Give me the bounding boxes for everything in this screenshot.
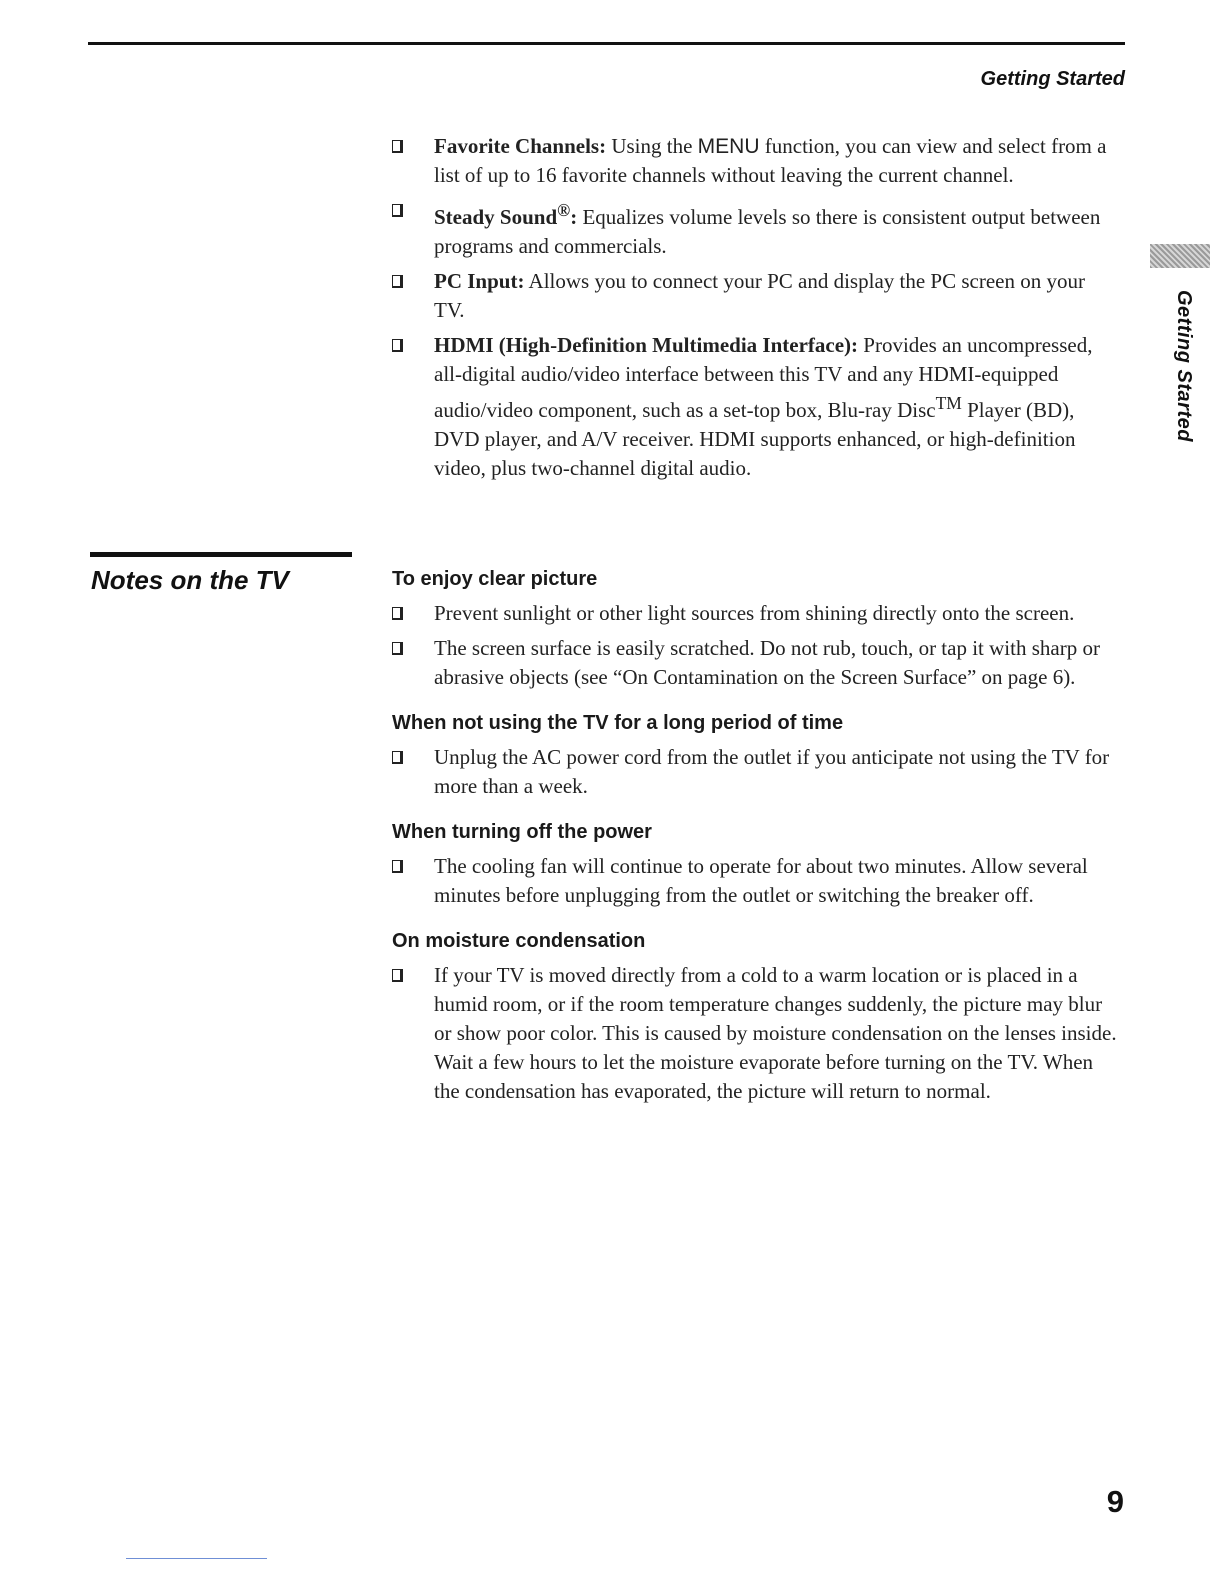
notes-block bbox=[392, 568, 1120, 1112]
checkbox-bullet-icon bbox=[392, 607, 403, 620]
list-item bbox=[392, 331, 1120, 483]
feature-term: PC Input: bbox=[434, 269, 525, 293]
list-item bbox=[392, 599, 1120, 628]
checkbox-bullet-icon bbox=[392, 140, 403, 153]
checkbox-bullet-icon bbox=[392, 275, 403, 288]
checkbox-bullet-icon bbox=[392, 204, 403, 217]
section-title: Notes on the TV bbox=[91, 565, 289, 595]
subsection-heading: When not using the TV for a long period of time bbox=[392, 712, 844, 734]
subsection-power-off bbox=[392, 821, 1120, 910]
feature-list bbox=[392, 132, 1120, 483]
note-text: The screen surface is easily scratched. Do not rub, touch, or tap it with sharp or abrasive objects (see “On Contamination on the Screen Surface” on page 6). bbox=[434, 636, 1100, 689]
side-tab-label: Getting Started bbox=[1173, 290, 1195, 442]
list-item bbox=[392, 743, 1120, 801]
notes-list bbox=[392, 599, 1120, 692]
list-item bbox=[392, 634, 1120, 692]
page-number: 9 bbox=[1106, 1484, 1124, 1519]
note-text: Prevent sunlight or other light sources from shining directly onto the screen. bbox=[434, 601, 1075, 625]
checkbox-bullet-icon bbox=[392, 339, 403, 352]
side-tab-marker bbox=[1150, 244, 1210, 268]
bottom-decorative-line bbox=[126, 1558, 267, 1559]
checkbox-bullet-icon bbox=[392, 969, 403, 982]
notes-list bbox=[392, 852, 1120, 910]
list-item bbox=[392, 267, 1120, 325]
feature-term: Steady Sound®: bbox=[434, 200, 578, 229]
feature-term: HDMI (High-Definition Multimedia Interface): bbox=[434, 333, 859, 357]
list-item bbox=[392, 132, 1120, 190]
trademark-mark: TM bbox=[935, 393, 962, 413]
notes-list bbox=[392, 743, 1120, 801]
note-text: Unplug the AC power cord from the outlet if you anticipate not using the TV for more than a week. bbox=[434, 745, 1110, 798]
subsection-heading: To enjoy clear picture bbox=[392, 568, 598, 590]
list-item bbox=[392, 196, 1120, 261]
checkbox-bullet-icon bbox=[392, 860, 403, 873]
checkbox-bullet-icon bbox=[392, 751, 403, 764]
list-item bbox=[392, 852, 1120, 910]
top-rule bbox=[88, 42, 1125, 45]
feature-text: Using the bbox=[611, 134, 693, 158]
subsection-clear-picture bbox=[392, 568, 1120, 692]
subsection-heading: On moisture condensation bbox=[392, 930, 646, 952]
running-head: Getting Started bbox=[980, 68, 1125, 90]
note-text: The cooling fan will continue to operate for about two minutes. Allow several minutes before unplugging from the outlet or switching the breaker off. bbox=[434, 854, 1088, 907]
subsection-moisture bbox=[392, 930, 1120, 1106]
notes-list bbox=[392, 961, 1120, 1106]
registered-mark: ® bbox=[557, 200, 571, 220]
subsection-heading: When turning off the power bbox=[392, 821, 652, 843]
list-item bbox=[392, 961, 1120, 1106]
feature-text: function, you can view and select from a list of up to 16 favorite channels without leaving the current channel. bbox=[434, 134, 1107, 187]
menu-keyword: MENU bbox=[697, 135, 760, 158]
subsection-long-period bbox=[392, 712, 1120, 801]
section-rule bbox=[90, 552, 352, 557]
feature-list-block bbox=[392, 132, 1120, 489]
feature-text: Player (BD), DVD player, and A/V receiver. HDMI supports enhanced, or high-definition video, plus two-channel digital audio. bbox=[434, 398, 1076, 480]
feature-term: Favorite Channels: bbox=[434, 134, 607, 158]
feature-text: Equalizes volume levels so there is consistent output between programs and commercials. bbox=[434, 205, 1101, 258]
feature-text: Provides an uncompressed, all-digital audio/video interface between this TV and any HDMI-equipped audio/video component, such as a set-top box, Blu-ray Disc bbox=[434, 333, 1093, 422]
feature-text: Allows you to connect your PC and display the PC screen on your TV. bbox=[434, 269, 1085, 322]
checkbox-bullet-icon bbox=[392, 642, 403, 655]
note-text: If your TV is moved directly from a cold to a warm location or is placed in a humid room, or if the room temperature changes suddenly, the picture may blur or show poor color. This is caused by moisture condensation on the lenses inside. Wait a few hours to let the moisture evaporate before turning on the TV. When the condensation has evaporated, the picture will return to normal. bbox=[434, 963, 1117, 1103]
